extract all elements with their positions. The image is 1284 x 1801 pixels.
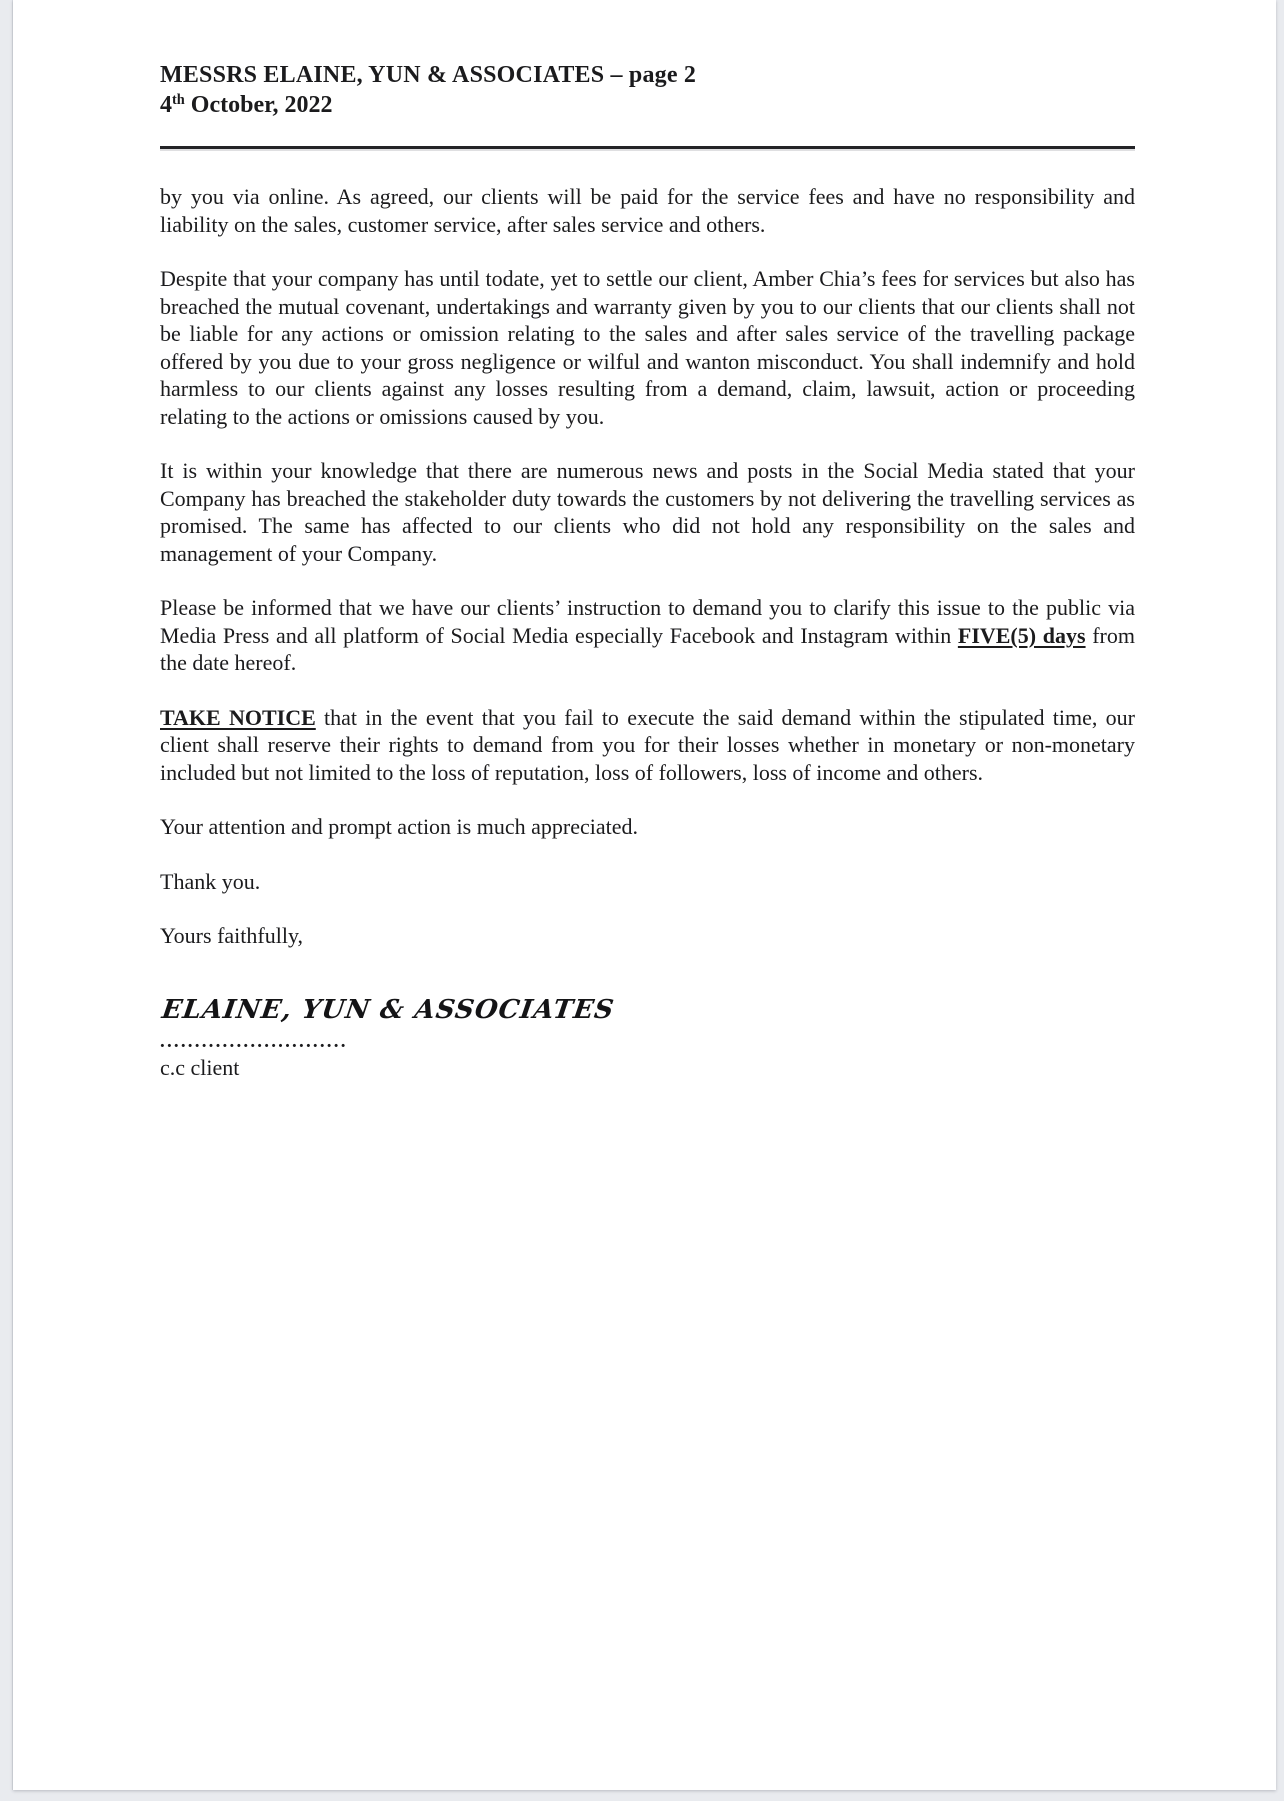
date-month-year: October, 2022: [184, 92, 333, 118]
demand-text-pre: Please be informed that we have our clients’ instruction to demand you to clarify this issue to the public via Media Press and all platform of Social Media especially Facebook and Instagram within: [160, 595, 1135, 648]
firm-signature-script: ELAINE, YUN & ASSOCIATES: [160, 994, 617, 1025]
letter-header: [160, 60, 1135, 120]
firm-name-page-line: MESSRS ELAINE, YUN & ASSOCIATES – page 2: [160, 62, 697, 88]
paragraph-take-notice: [160, 704, 1135, 787]
cc-client-line: c.c client: [160, 1054, 240, 1080]
signature-dotted-line: ...........................: [160, 1030, 348, 1052]
date-day: 4: [160, 92, 172, 118]
take-notice-text: that in the event that you fail to execute the said demand within the stipulated time, our client shall reserve their rights to demand from you for their losses whether in monetary or non-monetary included but not limited to the loss of reputation, loss of followers, loss of income and others.: [160, 704, 1136, 785]
paragraph-demand-clarification: [160, 594, 1135, 677]
date-line: [160, 90, 1135, 120]
closing-appreciation-line: Your attention and prompt action is much appreciated.: [160, 814, 638, 839]
demand-text-post: from the date hereof.: [160, 622, 1136, 675]
date-ordinal-suffix: th: [172, 92, 185, 109]
closing-salutation-line: Yours faithfully,: [160, 923, 304, 948]
header-divider-line: [160, 146, 1135, 149]
paragraph-breach-of-covenant: Despite that your company has until todate, yet to settle our client, Amber Chia’s fees for services but also has breached the mutual covenant, undertakings and warranty given by you to our clients that our clients shall not be liable for any actions or omission relating to the sales and after sales service of the travelling package offered by you due to your gross negligence or wilful and wanton misconduct. You shall indemnify and hold harmless to our clients against any losses resulting from a demand, claim, lawsuit, action or proceeding relating to the actions or omissions caused by you.: [160, 266, 1135, 429]
five-days-emphasis: FIVE(5) days: [957, 622, 1086, 648]
signature-block: [160, 995, 1135, 1081]
closing-thank-you-line: Thank you.: [160, 868, 261, 894]
letter-content: [13, 0, 1276, 1081]
paragraph-social-media-posts: It is within your knowledge that there are numerous news and posts in the Social Media stated that your Company has breached the stakeholder duty towards the customers by not delivering the travelling services as promised. The same has affected to our clients who did not hold any responsibility on the sales and management of your Company.: [160, 458, 1135, 566]
scanned-letter-page: [13, 0, 1276, 1790]
paragraph-online-agreement: by you via online. As agreed, our clients will be paid for the service fees and have no responsibility and liability on the sales, customer service, after sales service and others.: [160, 184, 1135, 237]
take-notice-label: TAKE NOTICE: [160, 704, 316, 730]
